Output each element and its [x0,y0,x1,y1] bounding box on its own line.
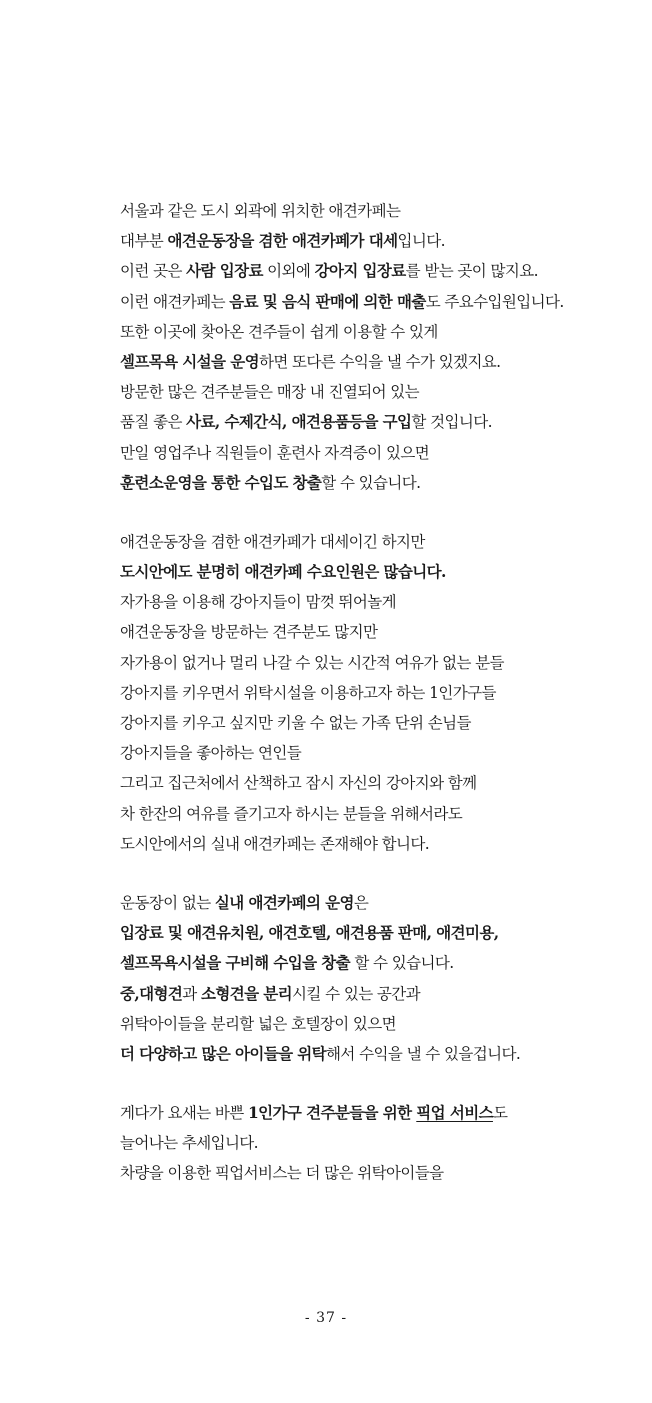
text-line [120,438,620,468]
text-line [120,1098,620,1128]
text-run: 강아지를 키우고 싶지만 키울 수 없는 가족 단위 손님들 [120,714,471,732]
text-line [120,256,620,286]
text-line [120,317,620,347]
paragraph [120,196,620,498]
text-line [120,918,620,948]
text-run: 만일 영업주나 직원들이 훈련사 자격증이 있으면 [120,443,430,462]
bold-text: 훈련소운영을 통한 수입도 창출 [120,472,322,492]
text-line [120,196,620,226]
text-run: 품질 좋은 [120,413,187,432]
text-run: 운동장이 없는 [120,893,215,912]
text-line [120,587,620,617]
text-run: 할 것입니다. [411,413,492,432]
text-line [120,948,620,978]
text-run: 늘어나는 추세입니다. [120,1134,259,1153]
bold-text: 애견운동장을 겸한 애견카페가 대세 [167,231,398,251]
text-run: 또한 이곳에 찾아온 견주들이 쉽게 이용할 수 있게 [120,322,438,341]
text-line [120,287,620,317]
text-run: 할 수 있습니다. [321,473,421,492]
bold-underlined-text: 픽업 서비스 [416,1103,493,1123]
text-run: 과 [182,984,201,1003]
bold-text: 소형견을 분리 [201,983,293,1003]
text-line [120,1039,620,1069]
page-number: - 37 - [304,1310,348,1326]
bold-text: 셀프목욕 시설을 운영 [120,351,259,371]
text-run: 애견운동장을 겸한 애견카페가 대세이긴 하지만 [120,532,425,551]
bold-text: 입장료 및 애견유치원, 애견호텔, 애견용품 판매, 애견미용, [120,923,499,943]
paragraph [120,527,620,859]
text-line [120,888,620,918]
text-run: 강아지를 키우면서 위탁시설을 이용하고자 하는 1인가구들 [120,683,496,702]
bold-text: 1인가구 견주분들을 위한 [247,1103,417,1123]
paragraph [120,1098,620,1189]
text-run: 할 수 있습니다. [350,954,454,973]
text-line [120,829,620,859]
text-run: 도 [492,1104,508,1123]
text-run: 이런 애견카페는 [120,292,230,311]
bold-text: 실내 애견카페의 운영 [214,892,354,912]
text-run: 방문한 많은 견주분들은 매장 내 진열되어 있는 [120,383,420,402]
text-run: 게다가 요새는 바쁜 [120,1104,248,1123]
text-line [120,527,620,557]
text-run: 대부분 [120,232,168,251]
bold-text: 강아지 입장료 [314,261,406,281]
text-line [120,678,620,708]
text-run: 강아지들을 좋아하는 연인들 [120,744,302,763]
text-line [120,979,620,1009]
text-run: 해서 수익을 낼 수 있을겁니다. [326,1044,521,1063]
bold-text: 도시안에도 분명히 애견카페 수요인원은 많습니다. [120,562,446,582]
text-run: 하면 또다른 수익을 낼 수가 있겠지요. [258,352,501,371]
text-line [120,738,620,768]
bold-text: 사료, 수제간식, 애견용품등을 구입 [186,412,412,432]
text-run: 차 한잔의 여유를 즐기고자 하시는 분들을 위해서라도 [120,804,463,823]
text-run: 그리고 집근처에서 산책하고 잠시 자신의 강아지와 함께 [120,774,477,793]
text-line [120,799,620,829]
text-line [120,347,620,377]
bold-text: 중,대형견 [120,983,183,1003]
text-run: 은 [353,893,369,912]
text-line [120,1128,620,1158]
text-line [120,768,620,798]
text-run: 자가용이 없거나 멀리 나갈 수 있는 시간적 여유가 없는 분들 [120,653,504,672]
text-run: 애견운동장을 방문하는 견주분도 많지만 [120,623,378,642]
text-line [120,557,620,587]
text-run: 자가용을 이용해 강아지들이 맘껏 뛰어놀게 [120,593,397,612]
text-run: 이외에 [262,262,315,281]
body-text [120,196,620,1218]
text-run: 를 받는 곳이 많지요. [405,262,538,281]
bold-text: 음료 및 음식 판매에 의한 매출 [229,291,426,311]
text-run: 시킬 수 있는 공간과 [292,984,421,1003]
text-run: 차량을 이용한 픽업서비스는 더 많은 위탁아이들을 [120,1164,444,1183]
bold-text: 더 다양하고 많은 아이들을 위탁 [120,1043,327,1063]
bold-text: 사람 입장료 [186,261,263,281]
text-line [120,468,620,498]
text-run: 입니다. [397,232,445,251]
text-line [120,648,620,678]
text-run: 도시안에서의 실내 애견카페는 존재해야 합니다. [120,834,430,853]
text-line [120,617,620,647]
text-line [120,407,620,437]
text-run: 이런 곳은 [120,262,187,281]
text-line [120,226,620,256]
text-run: 위탁아이들을 분리할 넓은 호텔장이 있으면 [120,1014,397,1033]
paragraph [120,888,620,1069]
bold-text: 셀프목욕시설을 구비해 수입을 창출 [120,953,350,973]
text-line [120,1009,620,1039]
text-line [120,377,620,407]
text-run: 서울과 같은 도시 외곽에 위치한 애견카페는 [120,202,401,220]
text-run: 도 주요수입원입니다. [425,292,564,311]
text-line [120,708,620,738]
text-line [120,1158,620,1188]
